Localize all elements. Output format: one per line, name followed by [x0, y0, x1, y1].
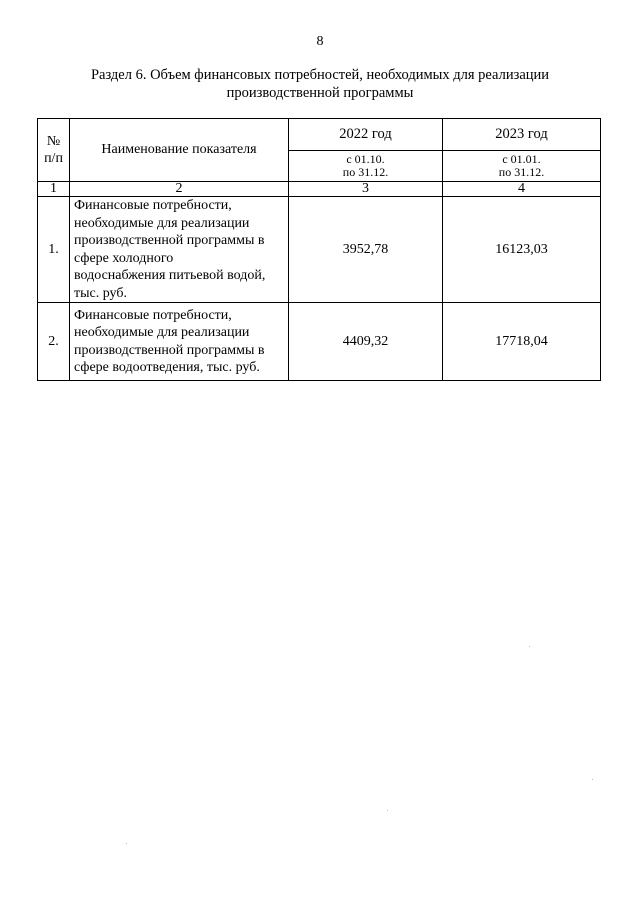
column-number: 1 — [38, 182, 70, 197]
row-name-line: сфере водоотведения, тыс. руб. — [74, 360, 260, 375]
row-name-line: производственной программы в — [74, 342, 265, 358]
header-year-2023: 2023 год — [443, 119, 601, 151]
financial-needs-table — [37, 118, 601, 381]
scan-speck — [387, 810, 388, 811]
header-row — [38, 119, 601, 151]
page-number: 8 — [316, 34, 324, 49]
row-name-line: тыс. руб. — [74, 285, 127, 301]
section-title — [60, 66, 580, 102]
row-value-2023: 16123,03 — [443, 197, 601, 303]
row-name — [70, 303, 289, 381]
period-line: по 31.12. — [498, 165, 545, 179]
column-number: 3 — [289, 182, 443, 197]
column-number-row — [38, 182, 601, 197]
period-line: с 01.10. — [346, 152, 385, 166]
row-name-line: сфере холодного — [74, 250, 174, 266]
table-row — [38, 303, 601, 381]
scan-speck — [592, 779, 593, 780]
header-period-2022 — [289, 151, 443, 182]
header-name-cell: Наименование показателя — [70, 119, 289, 182]
column-number: 4 — [443, 182, 601, 197]
row-name-line: производственной программы в — [74, 233, 265, 248]
row-name-line: необходимые для реализации — [74, 325, 250, 340]
section-title-line: Раздел 6. Объем финансовых потребностей, необходимых для реализации — [90, 67, 550, 83]
row-number: 1. — [38, 197, 70, 303]
table-row — [38, 197, 601, 303]
row-name-line: Финансовые потребности, — [74, 307, 232, 323]
period-line: с 01.01. — [502, 152, 541, 166]
row-name-line: водоснабжения питьевой водой, — [74, 268, 266, 283]
column-number: 2 — [70, 182, 289, 197]
section-title-line: производственной программы — [226, 85, 414, 101]
row-name-line: необходимые для реализации — [74, 215, 250, 231]
scan-speck — [126, 843, 127, 844]
scan-speck — [529, 646, 530, 647]
row-name — [70, 197, 289, 303]
row-value-2022: 4409,32 — [289, 303, 443, 381]
header-num-line: п/п — [44, 151, 63, 166]
row-value-2022: 3952,78 — [289, 197, 443, 303]
row-number: 2. — [38, 303, 70, 381]
row-name-line: Финансовые потребности, — [74, 198, 232, 213]
header-year-2022: 2022 год — [289, 119, 443, 151]
header-period-2023 — [443, 151, 601, 182]
row-value-2023: 17718,04 — [443, 303, 601, 381]
header-num-line: № — [46, 134, 61, 149]
header-num-cell — [38, 119, 70, 182]
period-line: по 31.12. — [342, 165, 389, 179]
